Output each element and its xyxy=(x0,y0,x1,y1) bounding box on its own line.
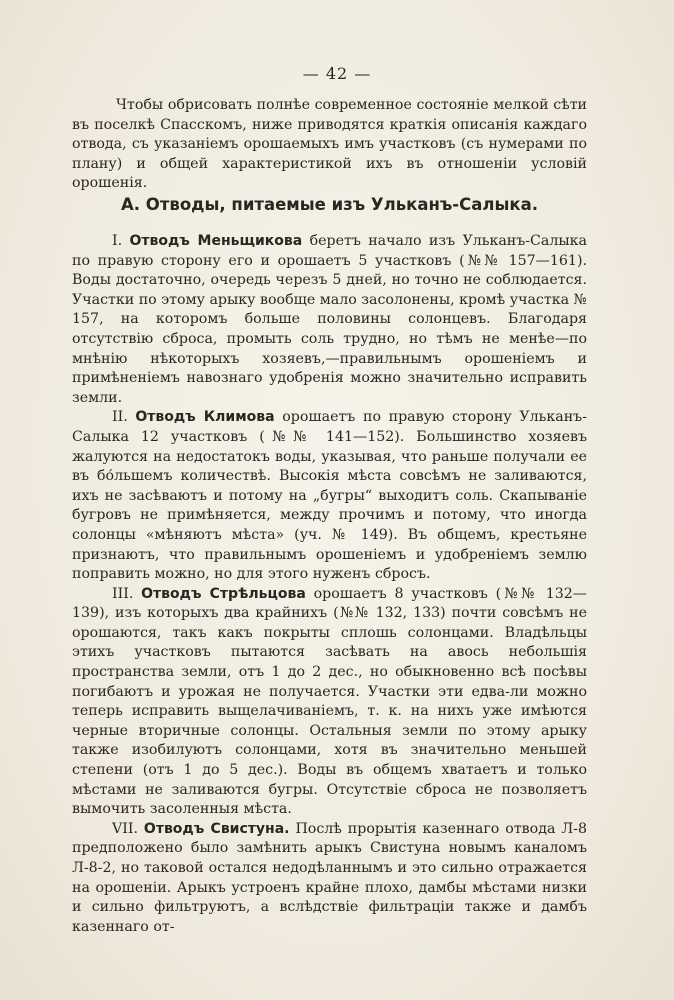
paragraph-menshchikov xyxy=(72,232,587,408)
paragraph-numeral: VII. xyxy=(112,820,138,837)
paragraph-numeral: III. xyxy=(112,585,134,602)
paragraph-text: орошаетъ по правую сторону Ульканъ-Салыка 12 участковъ (№№ 141—152). Большинство хозяевъ жалуются на недостатокъ воды, указывая, что раньше получали ее въ бо́льшемъ количествѣ. Высокiя мѣста совсѣмъ не заливаются, ихъ не засѣваютъ и потому на „бугры“ выходитъ соль. Скапыванiе бугровъ не примѣняется, между прочимъ и потому, что иногда солонцы «мѣняютъ мѣста» (уч. № 149). Въ общемъ, крестьяне признаютъ, что правильнымъ орошенiемъ и удобренiемъ землю поправить можно, но для этого нуженъ сбросъ. xyxy=(72,409,587,583)
paragraph-numeral: I. xyxy=(112,233,123,249)
page-number: — 42 — xyxy=(302,64,372,83)
canal-name: Отводъ Меньщикова xyxy=(129,233,303,249)
section-heading: А. Отводы, питаемые изъ Ульканъ-Салыка. xyxy=(121,195,538,214)
paragraph-svistun xyxy=(72,820,587,938)
paragraph-text: беретъ начало изъ Ульканъ-Салыка по правую сторону его и орошаетъ 5 участковъ (№№ 157—161). Воды достаточно, очередь черезъ 5 дней, но точно не соблюдается. Участки по этому арыку вообще мало засолонены, кромѣ участка № 157, на которомъ больше половины солонцевъ. Благодаря отсутствiю сброса, промыть соль трудно, но тѣмъ не менѣе—по мнѣнiю нѣкоторыхъ хозяевъ,—правильнымъ орошенiемъ и примѣненiемъ навознаго удобренiя можно значительно исправить земли. xyxy=(72,233,587,406)
canal-name: Отводъ Стрѣльцова xyxy=(141,585,306,602)
paragraph-klimov xyxy=(72,408,587,584)
canal-name: Отводъ Климова xyxy=(135,409,275,426)
paragraph-text: орошаетъ 8 участковъ (№№ 132—139), изъ которыхъ два крайнихъ (№№ 132, 133) почти совсѣмъ не орошаются, такъ какъ покрыты сплошь солонцами. Владѣльцы этихъ участковъ пытаются засѣвать на авось небольшiя пространства земли, отъ 1 до 2 дес., но обыкновенно всѣ посѣвы погибаютъ и урожая не получается. Участки эти едва-ли можно теперь исправить выщелачиванiемъ, т. к. на нихъ уже имѣются черные вторичные солонцы. Остальныя земли по этому арыку также изобилуютъ солонцами, хотя въ значительно меньшей степени (отъ 1 до 5 дес.). Воды въ общемъ хватаетъ и только мѣстами не заливаются бугры. Отсутствiе сброса не позволяетъ вымочить засоленныя мѣста. xyxy=(72,585,587,818)
paragraph-streltsov xyxy=(72,585,587,820)
paragraph-text: Послѣ прорытiя казеннаго отвода Л-8 предположено было замѣнить арыкъ Свистуна новымъ каналомъ Л-8-2, но таковой остался недодѣланнымъ и это сильно отражается на орошенiи. Арыкъ устроенъ крайне плохо, дамбы мѣстами низки и сильно фильтруютъ, а вслѣдствiе фильтрацiи также и дамбъ казеннаго от- xyxy=(72,820,588,935)
canal-name: Отводъ Свистуна. xyxy=(143,820,290,837)
paragraph-numeral: II. xyxy=(112,409,128,426)
intro-paragraph: Чтобы обрисовать полнѣе современное состоянiе мелкой сѣти въ поселкѣ Спасскомъ, ниже приводятся краткiя описанiя каждаго отвода, съ указанiемъ орошаемыхъ имъ участковъ (съ нумерами по плану) и общей характеристикой ихъ въ отношенiи условiй орошенiя. xyxy=(72,97,587,192)
body-text xyxy=(72,232,587,937)
